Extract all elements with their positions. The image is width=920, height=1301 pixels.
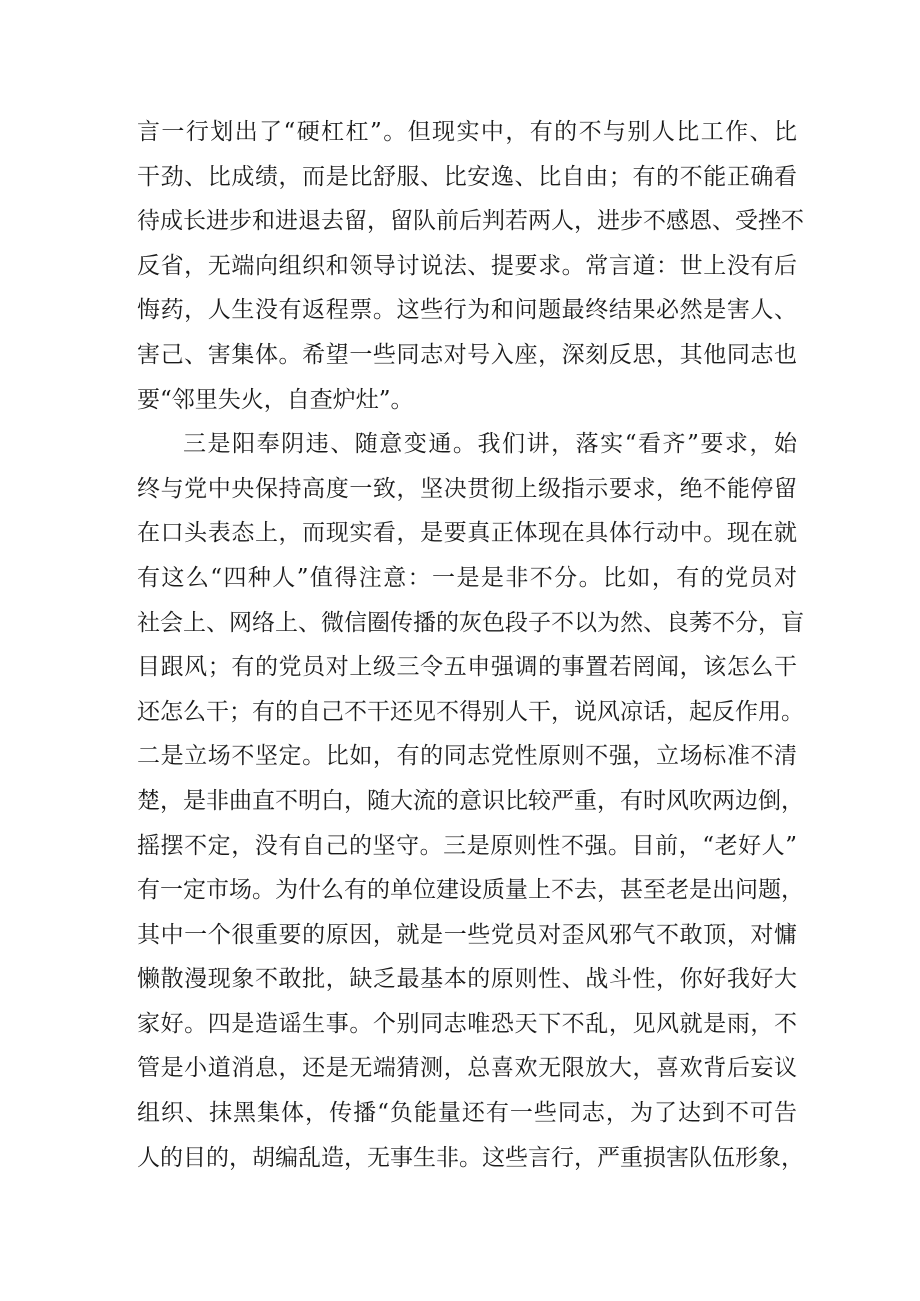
text-line: 要“邻里失火，自查炉灶”。 (137, 386, 414, 413)
text-line: 待成长进步和进退去留，留队前后判若两人，进步不感恩、受挫不 (137, 208, 804, 235)
text-line: 人的目的，胡编乱造，无事生非。这些言行，严重损害队伍形象， (137, 1144, 804, 1171)
text-line: 终与党中央保持高度一致，坚决贯彻上级指示要求，绝不能停留 (137, 475, 797, 502)
text-line: 懒散漫现象不敢批，缺乏最基本的原则性、战斗性，你好我好大 (137, 966, 797, 993)
text-line: 害己、害集体。希望一些同志对号入座，深刻反思，其他同志也 (137, 341, 797, 368)
text-line: 摇摆不定，没有自己的坚守。三是原则性不强。目前，“老好人” (137, 832, 797, 859)
text-line: 反省，无端向组织和领导讨说法、提要求。常言道：世上没有后 (137, 252, 797, 279)
text-line: 有一定市场。为什么有的单位建设质量上不去，甚至老是出问题， (137, 877, 804, 904)
text-line: 组织、抹黑集体，传播“负能量还有一些同志，为了达到不可告 (137, 1100, 797, 1127)
text-line: 悔药，人生没有返程票。这些行为和问题最终结果必然是害人、 (137, 297, 797, 324)
paragraph-first-line: 三是阳奉阴违、随意变通。我们讲，落实“看齐”要求，始 (183, 431, 797, 458)
text-line: 家好。四是造谣生事。个别同志唯恐天下不乱，见风就是雨，不 (137, 1010, 797, 1037)
text-line: 言一行划出了“硬杠杠”。但现实中，有的不与别人比工作、比 (137, 119, 797, 145)
text-line: 楚，是非曲直不明白，随大流的意识比较严重，有时风吹两边倒， (137, 787, 804, 814)
body-text (137, 110, 804, 1180)
text-line: 二是立场不坚定。比如，有的同志党性原则不强，立场标准不清 (137, 743, 797, 770)
text-line: 其中一个很重要的原因，就是一些党员对歪风邪气不敢顶，对慵 (137, 921, 797, 948)
text-line: 管是小道消息，还是无端猜测，总喜欢无限放大，喜欢背后妄议 (137, 1055, 797, 1082)
text-line: 目跟风；有的党员对上级三令五申强调的事置若罔闻，该怎么干 (137, 654, 797, 681)
text-line: 社会上、网络上、微信圈传播的灰色段子不以为然、良莠不分，盲 (137, 609, 804, 636)
text-line: 有这么“四种人”值得注意：一是是非不分。比如，有的党员对 (137, 564, 797, 591)
text-line: 在口头表态上，而现实看，是要真正体现在具体行动中。现在就 (137, 520, 797, 547)
text-line: 干劲、比成绩，而是比舒服、比安逸、比自由；有的不能正确看 (137, 163, 797, 190)
text-line: 还怎么干；有的自己不干还见不得别人干，说风凉话，起反作用。 (137, 698, 804, 725)
